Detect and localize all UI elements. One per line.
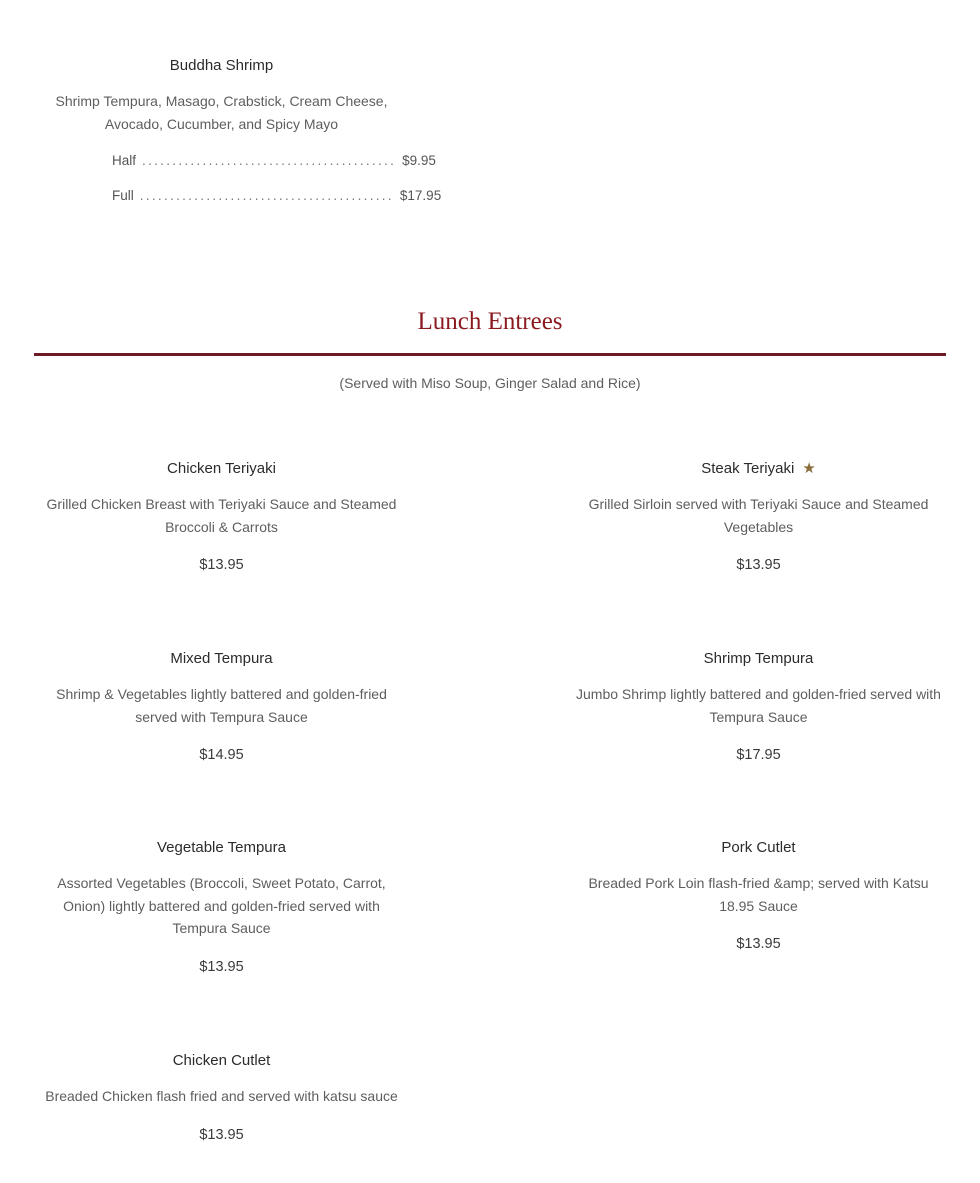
item-name: Pork Cutlet [721, 839, 796, 856]
item-name: Chicken Teriyaki [167, 460, 276, 477]
item-description: Grilled Sirloin served with Teriyaki Sauce and Steamed Vegetables [588, 496, 929, 535]
section-divider [34, 353, 946, 356]
menu-item-pork-cutlet [571, 838, 946, 954]
item-description: Breaded Chicken flash fried and served with katsu sauce [45, 1088, 398, 1104]
variant-label: Full [112, 188, 134, 203]
item-name-row [571, 459, 946, 479]
star-icon: ★ [802, 460, 816, 477]
menu-item-shrimp-tempura [571, 649, 946, 765]
variant-label: Half [112, 153, 137, 168]
item-price: $13.95 [199, 1126, 244, 1143]
menu-item-vegetable-tempura [34, 838, 409, 977]
section-note: (Served with Miso Soup, Ginger Salad and Rice) [339, 375, 641, 391]
item-description: Breaded Pork Loin flash-fried &amp; served with Katsu 18.95 Sauce [588, 875, 929, 914]
section-title: Lunch Entrees [417, 308, 563, 335]
item-name: Steak Teriyaki [701, 460, 795, 477]
item-price: $17.95 [736, 747, 781, 763]
menu-item-chicken-teriyaki [34, 459, 409, 575]
item-name: Chicken Cutlet [172, 1052, 271, 1069]
item-price: $13.95 [736, 936, 781, 952]
menu-item-steak-teriyaki [571, 459, 946, 575]
item-price: $13.95 [199, 557, 244, 573]
menu-item-buddha-shrimp [34, 56, 409, 135]
item-name: Buddha Shrimp [169, 57, 274, 74]
item-description: Shrimp Tempura, Masago, Crabstick, Cream Cheese, Avocado, Cucumber, and Spicy Mayo [55, 93, 388, 132]
leader-dots: .......................................... [142, 153, 397, 168]
item-description: Shrimp & Vegetables lightly battered and golden-fried served with Tempura Sauce [56, 686, 387, 725]
menu-item-chicken-cutlet [34, 1051, 409, 1145]
item-description: Grilled Chicken Breast with Teriyaki Sauce and Steamed Broccoli & Carrots [46, 496, 397, 535]
item-price: $13.95 [736, 557, 781, 573]
item-price: $14.95 [199, 747, 244, 763]
item-name: Mixed Tempura [170, 650, 273, 667]
variant-price: $17.95 [399, 188, 442, 203]
item-name: Vegetable Tempura [157, 839, 286, 856]
menu-item-mixed-tempura [34, 649, 409, 765]
variant-price: $9.95 [402, 153, 436, 168]
item-name: Shrimp Tempura [703, 650, 814, 667]
item-description: Jumbo Shrimp lightly battered and golden-fried served with Tempura Sauce [576, 686, 941, 725]
leader-dots: .......................................... [139, 188, 394, 203]
variant-row-full [112, 188, 442, 203]
item-price: $13.95 [199, 958, 244, 975]
item-description: Assorted Vegetables (Broccoli, Sweet Potato, Carrot, Onion) lightly battered and golden-fried served with Tempura Sauce [57, 875, 386, 936]
variant-row-half [112, 153, 436, 168]
